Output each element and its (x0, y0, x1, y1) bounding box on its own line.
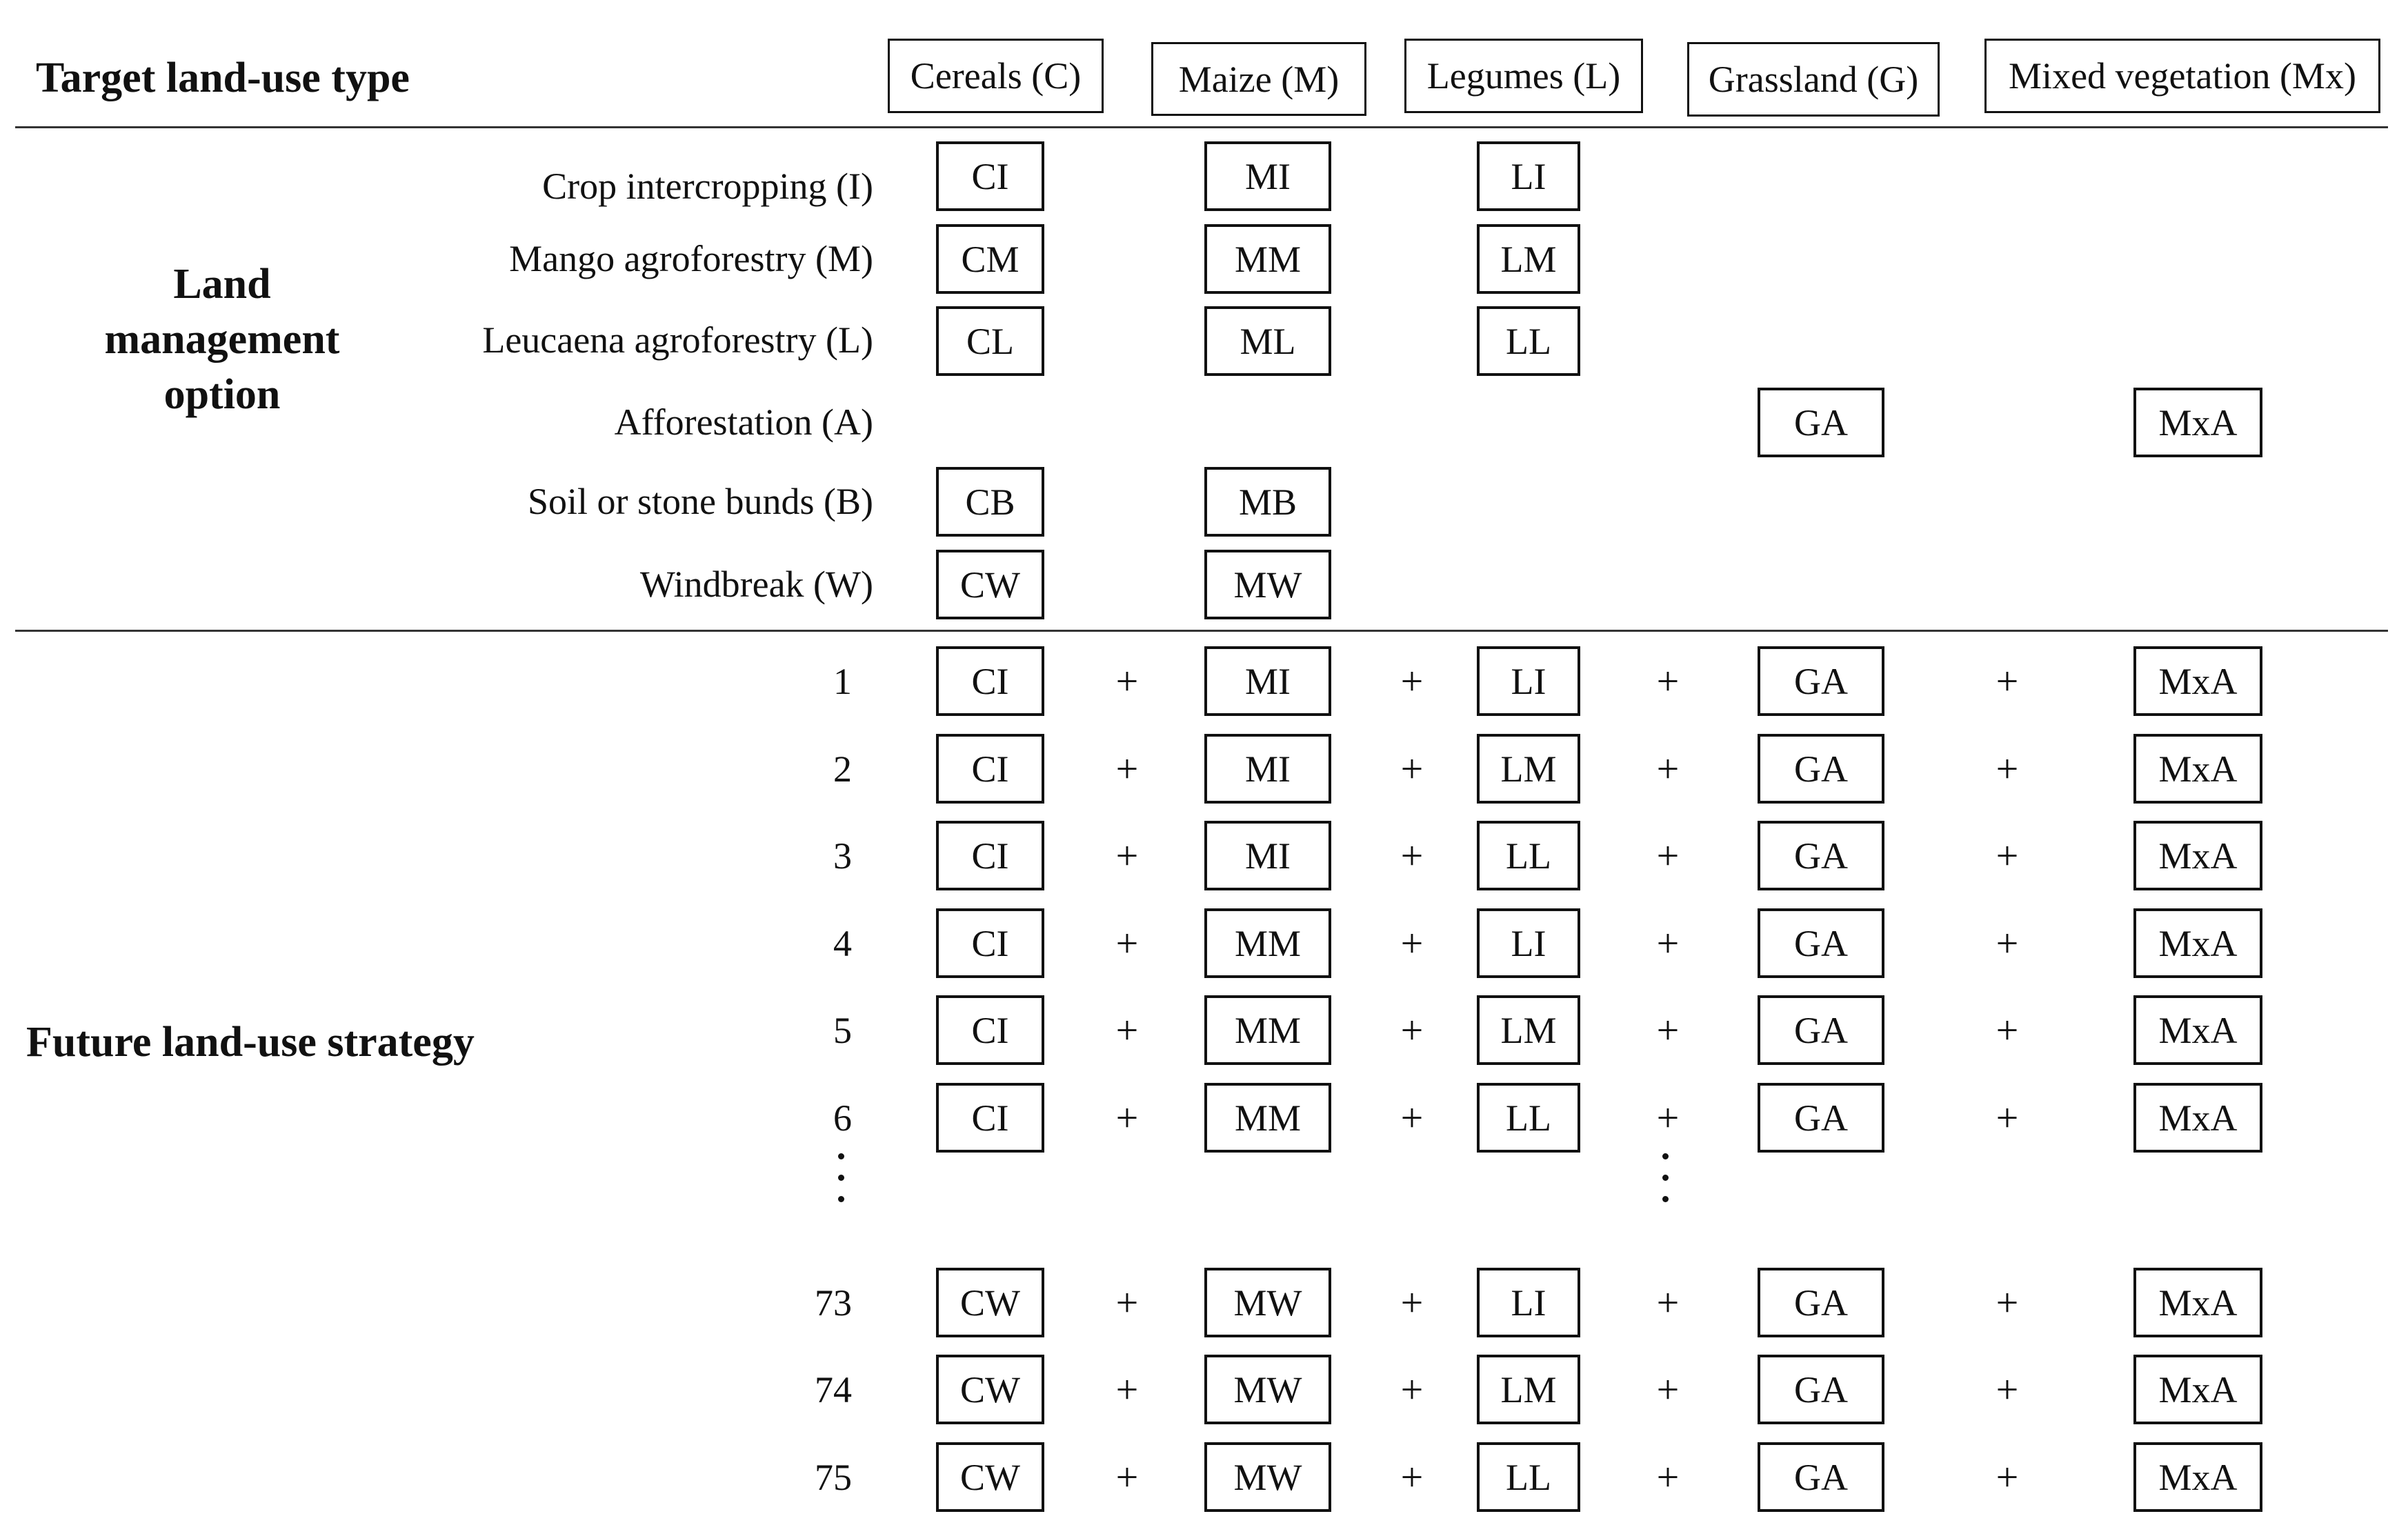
plus-sign: + (1400, 833, 1424, 878)
plus-sign: + (1656, 1280, 1680, 1325)
strategy-code-grassland: GA (1758, 908, 1884, 978)
future-strategy-title: Future land-use strategy (26, 1019, 475, 1066)
option-label-intercropping: Crop intercropping (I) (542, 166, 873, 207)
option-code-box: MI (1204, 141, 1331, 211)
strategy-number: 5 (833, 1010, 852, 1051)
strategy-code-maize: MM (1204, 995, 1331, 1065)
strategy-code-cereals: CI (936, 908, 1044, 978)
strategy-code-maize: MI (1204, 734, 1331, 804)
land-use-type-cereals: Cereals (C) (888, 39, 1104, 113)
plus-sign: + (1400, 1008, 1424, 1053)
strategy-code-cereals: CW (936, 1268, 1044, 1337)
strategy-code-maize: MM (1204, 908, 1331, 978)
strategy-code-mixed-vegetation: MxA (2133, 1442, 2262, 1512)
plus-sign: + (1656, 1455, 1680, 1499)
strategy-code-legumes: LM (1477, 1355, 1580, 1424)
plus-sign: + (1115, 1367, 1139, 1412)
plus-sign: + (1115, 1008, 1139, 1053)
plus-sign: + (1996, 1095, 2019, 1140)
land-use-type-mixed-vegetation: Mixed vegetation (Mx) (1984, 39, 2380, 113)
land-management-title (77, 257, 367, 422)
strategy-code-grassland: GA (1758, 1355, 1884, 1424)
strategy-code-legumes: LL (1477, 1083, 1580, 1153)
strategy-number: 6 (833, 1097, 852, 1139)
strategy-code-grassland: GA (1758, 995, 1884, 1065)
option-code-box: MxA (2133, 388, 2262, 457)
plus-sign: + (1115, 833, 1139, 878)
option-code-box: CB (936, 467, 1044, 537)
strategy-code-mixed-vegetation: MxA (2133, 1268, 2262, 1337)
strategy-code-mixed-vegetation: MxA (2133, 734, 2262, 804)
strategy-code-grassland: GA (1758, 1268, 1884, 1337)
strategy-code-grassland: GA (1758, 821, 1884, 890)
strategy-code-mixed-vegetation: MxA (2133, 995, 2262, 1065)
plus-sign: + (1115, 746, 1139, 791)
option-code-box: CL (936, 306, 1044, 376)
plus-sign: + (1400, 1095, 1424, 1140)
strategy-code-maize: MM (1204, 1083, 1331, 1153)
option-label-afforestation: Afforestation (A) (614, 401, 873, 443)
plus-sign: + (1656, 921, 1680, 966)
strategy-code-grassland: GA (1758, 646, 1884, 716)
option-code-box: CW (936, 550, 1044, 619)
strategy-code-legumes: LL (1477, 1442, 1580, 1512)
plus-sign: + (1996, 1280, 2019, 1325)
strategy-code-legumes: LI (1477, 908, 1580, 978)
plus-sign: + (1656, 1367, 1680, 1412)
land-use-type-grassland: Grassland (G) (1687, 42, 1940, 117)
plus-sign: + (1115, 659, 1139, 704)
strategy-code-legumes: LL (1477, 821, 1580, 890)
plus-sign: + (1400, 1367, 1424, 1412)
section-divider (15, 630, 2388, 632)
plus-sign: + (1996, 1008, 2019, 1053)
option-code-box: MM (1204, 224, 1331, 294)
strategy-code-maize: MW (1204, 1442, 1331, 1512)
plus-sign: + (1656, 1008, 1680, 1053)
plus-sign: + (1115, 921, 1139, 966)
strategy-code-grassland: GA (1758, 734, 1884, 804)
plus-sign: + (1996, 659, 2019, 704)
plus-sign: + (1656, 746, 1680, 791)
strategy-code-mixed-vegetation: MxA (2133, 1083, 2262, 1153)
strategy-number: 4 (833, 923, 852, 964)
option-code-box: MB (1204, 467, 1331, 537)
strategy-code-grassland: GA (1758, 1442, 1884, 1512)
land-management-title-line-3: option (163, 371, 281, 418)
strategy-code-mixed-vegetation: MxA (2133, 646, 2262, 716)
plus-sign: + (1996, 1455, 2019, 1499)
plus-sign: + (1400, 921, 1424, 966)
strategy-code-mixed-vegetation: MxA (2133, 1355, 2262, 1424)
strategy-code-mixed-vegetation: MxA (2133, 908, 2262, 978)
strategy-code-maize: MW (1204, 1268, 1331, 1337)
land-use-type-maize: Maize (M) (1151, 42, 1366, 116)
land-use-type-legumes: Legumes (L) (1404, 39, 1643, 113)
plus-sign: + (1400, 659, 1424, 704)
option-code-box: CI (936, 141, 1044, 211)
option-label-windbreak: Windbreak (W) (639, 564, 873, 605)
strategy-code-cereals: CW (936, 1442, 1044, 1512)
plus-sign: + (1656, 833, 1680, 878)
strategy-code-legumes: LM (1477, 734, 1580, 804)
plus-sign: + (1400, 1455, 1424, 1499)
strategy-code-cereals: CI (936, 995, 1044, 1065)
option-code-box: ML (1204, 306, 1331, 376)
strategy-code-maize: MI (1204, 821, 1331, 890)
strategy-code-maize: MW (1204, 1355, 1331, 1424)
ellipsis-dots-left (838, 1153, 846, 1217)
strategy-code-maize: MI (1204, 646, 1331, 716)
strategy-code-legumes: LI (1477, 646, 1580, 716)
option-code-box: LI (1477, 141, 1580, 211)
strategy-code-cereals: CI (936, 1083, 1044, 1153)
ellipsis-dots-right (1662, 1153, 1671, 1217)
option-code-box: MW (1204, 550, 1331, 619)
strategy-code-cereals: CW (936, 1355, 1044, 1424)
plus-sign: + (1996, 921, 2019, 966)
strategy-code-legumes: LI (1477, 1268, 1580, 1337)
strategy-number: 75 (815, 1457, 852, 1498)
strategy-code-cereals: CI (936, 646, 1044, 716)
strategy-number: 74 (815, 1369, 852, 1411)
land-management-title-line-2: management (104, 316, 340, 363)
option-label-leucaena: Leucaena agroforestry (L) (482, 319, 873, 361)
plus-sign: + (1656, 659, 1680, 704)
strategy-code-mixed-vegetation: MxA (2133, 821, 2262, 890)
option-label-mango: Mango agroforestry (M) (509, 238, 873, 279)
strategy-code-cereals: CI (936, 821, 1044, 890)
plus-sign: + (1400, 1280, 1424, 1325)
option-code-box: CM (936, 224, 1044, 294)
strategy-code-legumes: LM (1477, 995, 1580, 1065)
plus-sign: + (1996, 1367, 2019, 1412)
option-code-box: LL (1477, 306, 1580, 376)
strategy-number: 1 (833, 661, 852, 702)
strategy-number: 3 (833, 835, 852, 877)
strategy-number: 73 (815, 1282, 852, 1324)
land-management-title-line-1: Land (173, 261, 271, 308)
plus-sign: + (1115, 1455, 1139, 1499)
plus-sign: + (1115, 1095, 1139, 1140)
plus-sign: + (1656, 1095, 1680, 1140)
plus-sign: + (1400, 746, 1424, 791)
option-label-bunds: Soil or stone bunds (B) (527, 481, 873, 522)
strategy-code-cereals: CI (936, 734, 1044, 804)
option-code-box: LM (1477, 224, 1580, 294)
plus-sign: + (1115, 1280, 1139, 1325)
strategy-number: 2 (833, 748, 852, 790)
plus-sign: + (1996, 746, 2019, 791)
option-code-box: GA (1758, 388, 1884, 457)
target-land-use-title: Target land-use type (36, 54, 410, 101)
strategy-code-grassland: GA (1758, 1083, 1884, 1153)
header-divider (15, 126, 2388, 128)
plus-sign: + (1996, 833, 2019, 878)
